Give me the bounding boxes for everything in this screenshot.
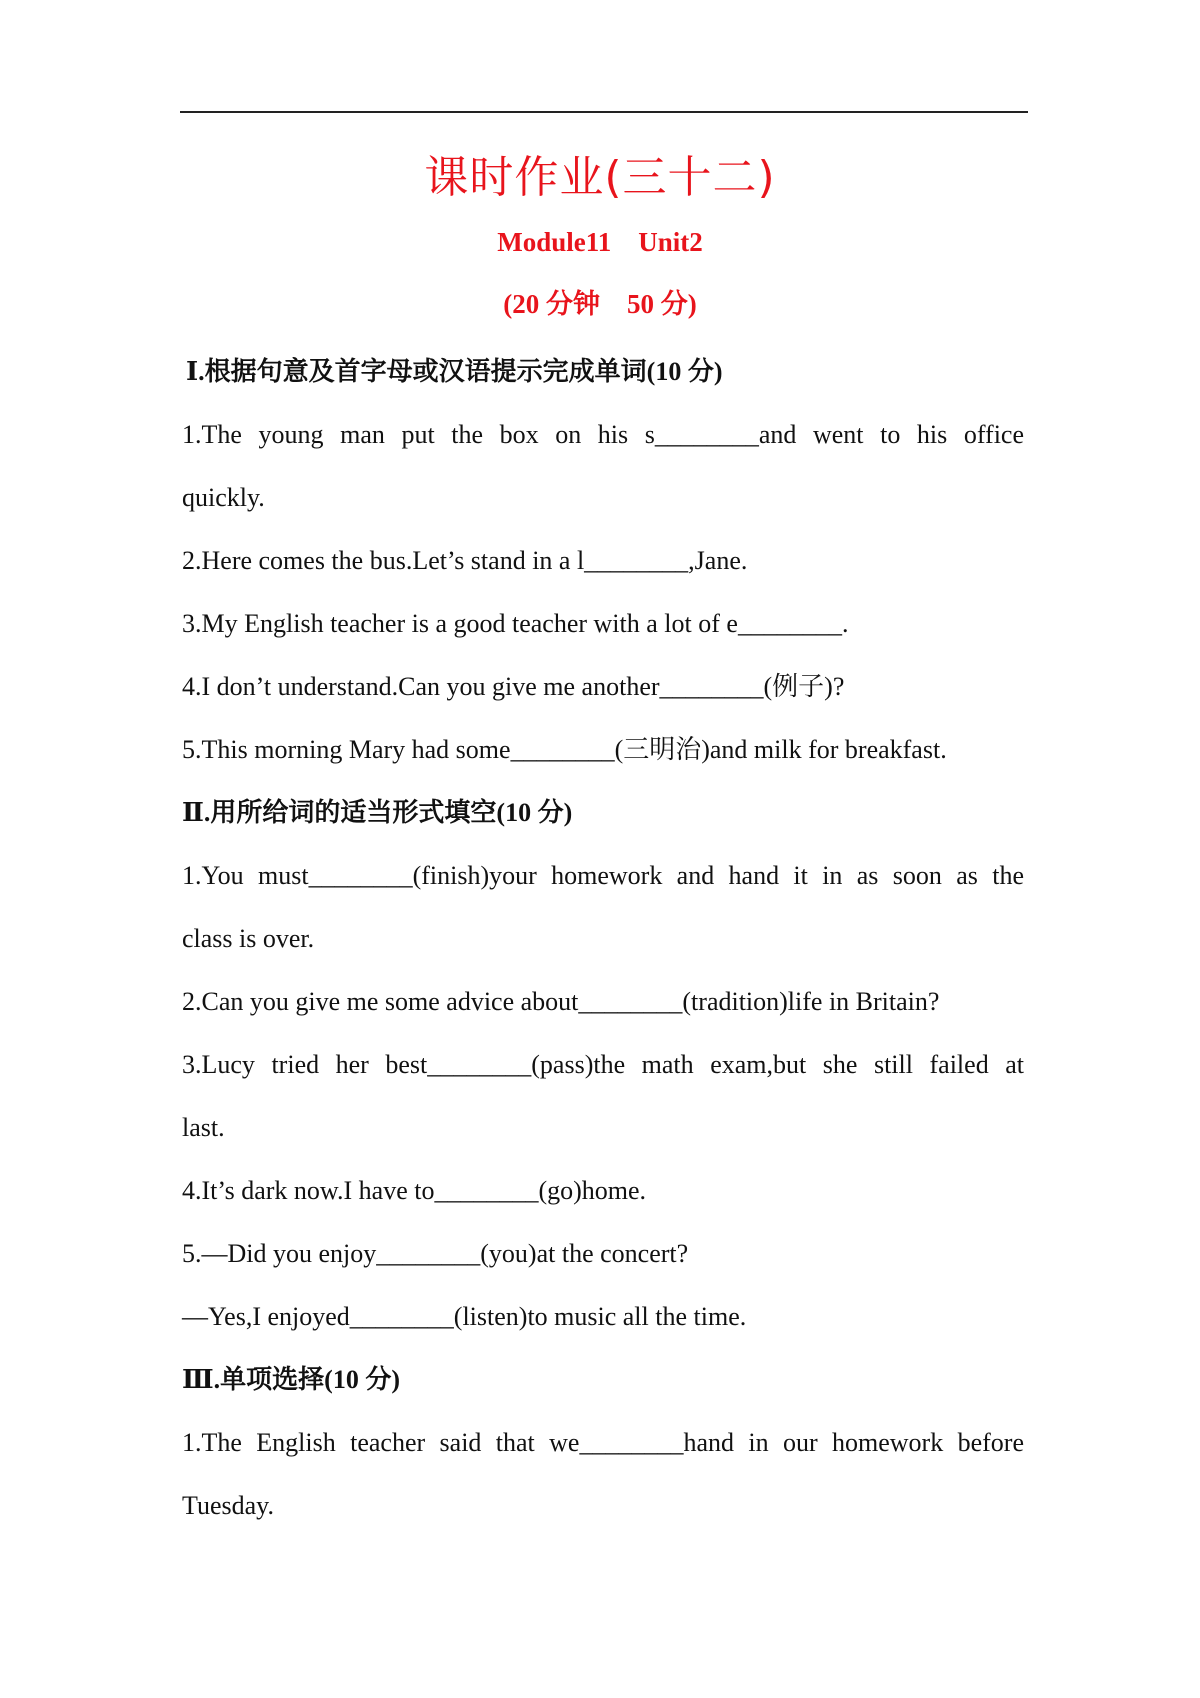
page-title: 课时作业(三十二) (424, 152, 776, 203)
s2-question-5-line-1: 5.—Did you enjoy________(you)at the concert? (182, 1239, 689, 1268)
s1-question-5: 5.This morning Mary had some________(三明治)and milk for breakfast. (182, 735, 947, 764)
s2-question-2: 2.Can you give me some advice about________(tradition)life in Britain? (182, 987, 940, 1016)
s2-question-1-line-2: class is over. (182, 924, 315, 953)
s3-question-1-line-1: 1.The English teacher said that we________hand in our homework before (182, 1428, 1024, 1457)
s1-question-2: 2.Here comes the bus.Let’s stand in a l________,Jane. (182, 546, 748, 575)
section-2-heading: Ⅱ.用所给词的适当形式填空(10 分) (182, 798, 573, 827)
time-score-subtitle: (20 分钟 50 分) (503, 289, 697, 319)
s1-question-1-line-1: 1.The young man put the box on his s________and went to his office (182, 420, 1024, 449)
s2-question-3-line-1: 3.Lucy tried her best________(pass)the math exam,but she still failed at (182, 1050, 1024, 1079)
s1-question-4: 4.I don’t understand.Can you give me another________(例子)? (182, 672, 845, 701)
s2-question-4: 4.It’s dark now.I have to________(go)home. (182, 1176, 647, 1205)
section-1-heading: Ⅰ.根据句意及首字母或汉语提示完成单词(10 分) (186, 357, 723, 386)
exercise-content (182, 340, 1024, 1537)
s2-question-5-line-2: —Yes,I enjoyed________(listen)to music all the time. (182, 1302, 747, 1331)
top-rule (180, 111, 1028, 113)
s2-question-1-line-1: 1.You must________(finish)your homework and hand it in as soon as the (182, 861, 1024, 890)
s2-question-3-line-2: last. (182, 1113, 225, 1142)
module-unit-subtitle: Module11 Unit2 (497, 227, 703, 257)
section-3-heading: Ⅲ.单项选择(10 分) (182, 1365, 400, 1394)
s1-question-1-line-2: quickly. (182, 483, 265, 512)
s1-question-3: 3.My English teacher is a good teacher with a lot of e________. (182, 609, 849, 638)
s3-question-1-line-2: Tuesday. (182, 1491, 274, 1520)
